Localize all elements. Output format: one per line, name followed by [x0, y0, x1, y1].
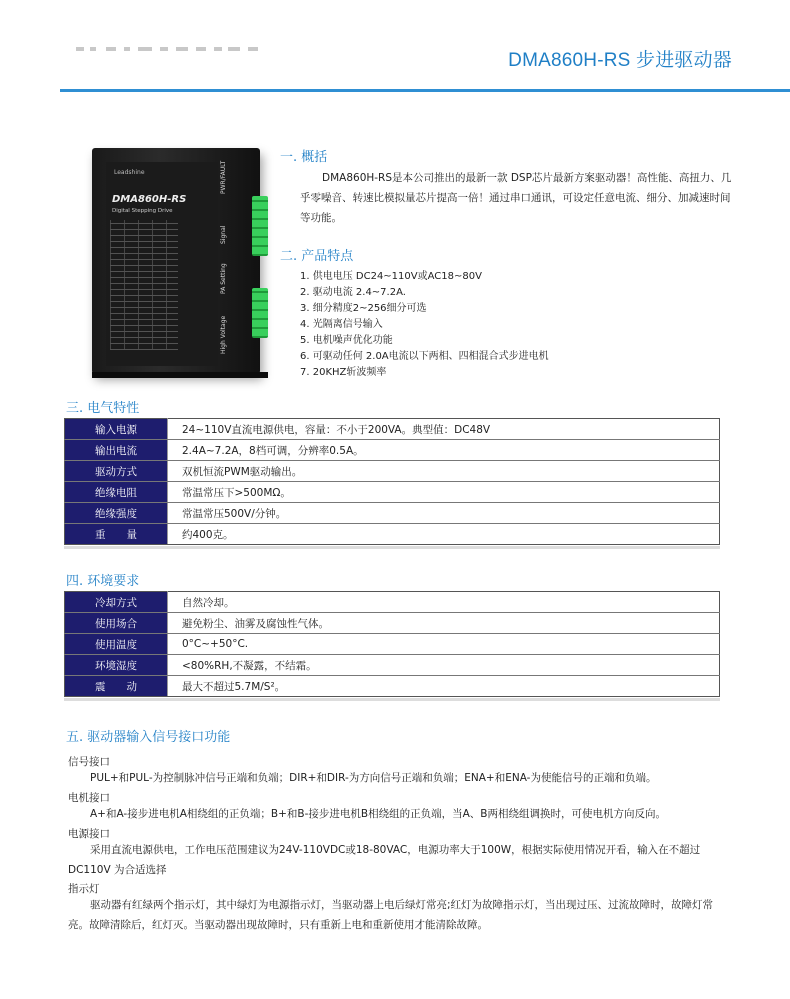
- drive-model-label: DMA860H-RS: [112, 194, 187, 205]
- spec-value: 常温常压500V/分钟。: [168, 503, 720, 524]
- drive-side-label: PA Setting: [220, 263, 227, 294]
- interface-paragraph: PUL+和PUL-为控制脉冲信号正端和负端；DIR+和DIR-为方向信号正端和负端；ENA+和ENA-为使能信号的正端和负端。: [90, 772, 657, 784]
- spec-key: 震 动: [65, 676, 168, 697]
- table-shadow: [64, 546, 720, 549]
- interface-subheading: 电源接口: [68, 828, 110, 840]
- list-item: 4. 光隔离信号输入: [300, 319, 383, 330]
- spec-value: 避免粉尘、油雾及腐蚀性气体。: [168, 613, 720, 634]
- interface-subheading: 电机接口: [68, 792, 110, 804]
- spec-value: 自然冷却。: [168, 592, 720, 613]
- environment-heading: 四. 环境要求: [66, 574, 140, 589]
- table-row: [65, 634, 720, 655]
- spec-key: 重 量: [65, 524, 168, 545]
- overview-heading: 一. 概括: [280, 150, 328, 165]
- list-item: 5. 电机噪声优化功能: [300, 335, 393, 346]
- spec-key: 环境湿度: [65, 655, 168, 676]
- drive-body: [92, 148, 260, 374]
- drive-brand-logo: Leadshine: [114, 169, 145, 176]
- spec-value: 最大不超过5.7M/S²。: [168, 676, 720, 697]
- drive-heatsink: [92, 372, 268, 378]
- environment-spec-table: [64, 591, 720, 697]
- interface-paragraph: 驱动器有红绿两个指示灯，其中绿灯为电源指示灯，当驱动器上电后绿灯常亮;红灯为故障指示灯，当出现过压、过流故障时，故障灯常亮。故障清除后，红灯灭。当驱动器出现故障时，只有重新上电和重新使用才能清除故障。: [68, 899, 714, 931]
- table-row: [65, 676, 720, 697]
- table-row: [65, 613, 720, 634]
- table-row: [65, 592, 720, 613]
- features-heading: 二. 产品特点: [280, 249, 354, 264]
- spec-key: 冷却方式: [65, 592, 168, 613]
- spec-value: <80%RH,不凝露，不结霜。: [168, 655, 720, 676]
- spec-key: 使用场合: [65, 613, 168, 634]
- overview-text: DMA860H-RS是本公司推出的最新一款 DSP芯片最新方案驱动器！高性能、高扭力、几乎零噪音、转速比模拟量芯片提高一倍！通过串口通讯，可设定任意电流、细分、加减速时间等功能。: [300, 172, 732, 224]
- spec-value: 0°C~+50°C.: [168, 634, 720, 655]
- feature-list: [300, 269, 549, 381]
- list-item: 3. 细分精度2~256细分可选: [300, 303, 427, 314]
- spec-value: 双机恒流PWM驱动输出。: [168, 461, 720, 482]
- drive-side-label: Signal: [220, 225, 227, 244]
- electrical-heading: 三. 电气特性: [66, 401, 140, 416]
- list-item: 7. 20KHZ斩波频率: [300, 367, 387, 378]
- drive-settings-table: [110, 220, 178, 350]
- table-row: [65, 482, 720, 503]
- spec-key: 绝缘电阻: [65, 482, 168, 503]
- page-title: DMA860H-RS 步进驱动器: [508, 50, 732, 71]
- spec-value: 2.4A~7.2A，8档可调，分辨率0.5A。: [168, 440, 720, 461]
- table-row: [65, 524, 720, 545]
- list-item: 2. 驱动电流 2.4~7.2A.: [300, 287, 406, 298]
- interface-paragraph: A+和A-接步进电机A相绕组的正负端；B+和B-接步进电机B相绕组的正负端，当A、B两相绕组调换时，可使电机方向反向。: [90, 808, 666, 820]
- table-row: [65, 419, 720, 440]
- table-row: [65, 461, 720, 482]
- drive-subtitle: Digital Stepping Drive: [112, 208, 173, 214]
- spec-key: 绝缘强度: [65, 503, 168, 524]
- list-item: 6. 可驱动任何 2.0A电流以下两相、四相混合式步进电机: [300, 351, 549, 362]
- list-item: 1. 供电电压 DC24~110V或AC18~80V: [300, 271, 482, 282]
- spec-key: 使用温度: [65, 634, 168, 655]
- interface-heading: 五. 驱动器输入信号接口功能: [66, 730, 231, 745]
- table-shadow: [64, 698, 720, 701]
- table-row: [65, 440, 720, 461]
- interface-subheading: 指示灯: [68, 883, 100, 895]
- table-row: [65, 503, 720, 524]
- header-divider: [60, 89, 790, 92]
- spec-key: 驱动方式: [65, 461, 168, 482]
- brand-logo: [76, 44, 266, 54]
- power-terminal-block: [252, 288, 268, 338]
- interface-subheading: 信号接口: [68, 756, 110, 768]
- drive-side-label: PWR/FAULT: [220, 160, 227, 194]
- spec-key: 输出电流: [65, 440, 168, 461]
- signal-terminal-block: [252, 196, 268, 256]
- drive-side-label: High Voltage: [220, 315, 227, 354]
- drive-side-labels: [216, 154, 244, 354]
- spec-key: 输入电源: [65, 419, 168, 440]
- interface-paragraph: 采用直流电源供电，工作电压范围建议为24V-110VDC或18-80VAC，电源功率大于100W，根据实际使用情况开看，输入在不超过DC110V 为合适选择: [68, 844, 701, 876]
- table-row: [65, 655, 720, 676]
- spec-value: 24~110V直流电源供电，容量：不小于200VA。典型值：DC48V: [168, 419, 720, 440]
- spec-value: 常温常压下>500MΩ。: [168, 482, 720, 503]
- product-image: [82, 140, 277, 380]
- electrical-spec-table: [64, 418, 720, 545]
- spec-value: 约400克。: [168, 524, 720, 545]
